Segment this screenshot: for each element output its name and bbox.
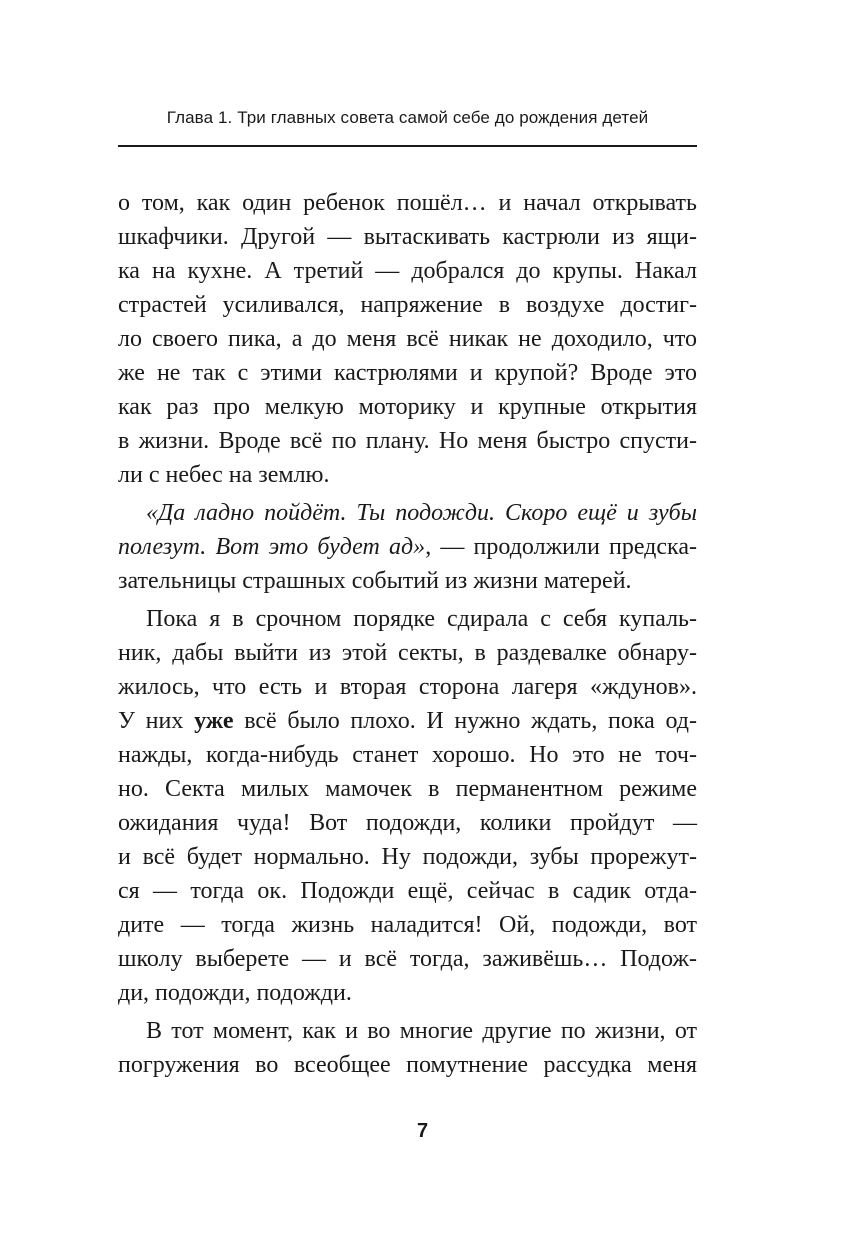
text-line: погружения во всеобщее помутнение рассудка меня (118, 1052, 697, 1078)
text-line: шкафчики. Другой — вытаскивать кастрюли из ящи- (118, 224, 697, 250)
text-line: ли с небес на землю. (118, 462, 330, 488)
paragraph-1 (118, 186, 697, 492)
text-line: жилось, что есть и вторая сторона лагеря «ждунов». (118, 674, 697, 700)
text-line: ло своего пика, а до меня всё никак не доходило, что (118, 326, 697, 352)
text-line: как раз про мелкую моторику и крупные открытия (118, 394, 697, 420)
text-line: ка на кухне. А третий — добрался до крупы. Накал (118, 258, 697, 284)
text-line: страстей усиливался, напряжение в воздухе достиг- (118, 292, 697, 318)
text-line (118, 530, 697, 564)
paragraph-2 (118, 496, 697, 598)
italic-quote: полезут. Вот это будет ад» (118, 534, 426, 560)
text-line: школу выберете — и всё тогда, заживёшь… Подож- (118, 946, 697, 972)
text-line: зательницы страшных событий из жизни матерей. (118, 568, 632, 594)
text-line: о том, как один ребенок пошёл… и начал открывать (118, 190, 697, 216)
text-line: в жизни. Вроде всё по плану. Но меня быстро спусти- (118, 428, 697, 454)
text-line: ди, подожди, подожди. (118, 980, 352, 1006)
paragraph-3 (118, 602, 697, 1010)
text-line: же не так с этими кастрюлями и крупой? Вроде это (118, 360, 697, 386)
text-line: Пока я в срочном порядке сдирала с себя купаль- (146, 606, 697, 632)
text-run: У них (118, 708, 195, 734)
paragraph-4 (118, 1014, 697, 1082)
text-run: всё было плохо. И нужно ждать, пока од- (233, 708, 698, 734)
text-line: и всё будет нормально. Ну подожди, зубы прорежут- (118, 844, 697, 870)
page-number: 7 (416, 1120, 429, 1142)
text-line (118, 704, 697, 738)
bold-word: уже (194, 708, 234, 734)
running-head: Глава 1. Три главных совета самой себе до рождения детей (166, 108, 649, 127)
text-line: В тот момент, как и во многие другие по жизни, от (146, 1018, 697, 1044)
text-run: , — продолжили предска- (425, 534, 697, 560)
text-line: ник, дабы выйти из этой секты, в раздевалке обнару- (118, 640, 697, 666)
text-line: «Да ладно пойдёт. Ты подожди. Скоро ещё и зубы (146, 500, 697, 526)
body-text (118, 186, 697, 1082)
text-line: но. Секта милых мамочек в перманентном режиме (118, 776, 697, 802)
header-rule (118, 145, 697, 147)
text-line: нажды, когда-нибудь станет хорошо. Но это не точ- (118, 742, 697, 768)
text-line: ожидания чуда! Вот подожди, колики пройдут — (118, 810, 697, 836)
text-line: ся — тогда ок. Подожди ещё, сейчас в садик отда- (118, 878, 697, 904)
text-line: дите — тогда жизнь наладится! Ой, подожди, вот (118, 912, 697, 938)
